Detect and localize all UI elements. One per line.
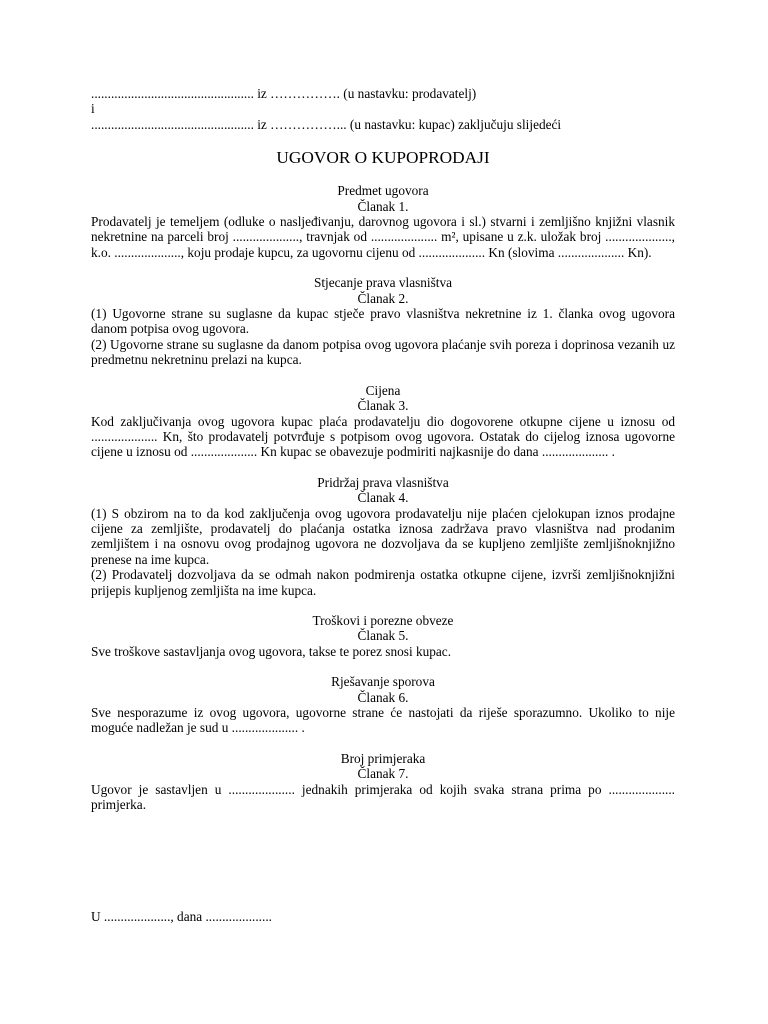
document-title: UGOVOR O KUPOPRODAJI	[276, 148, 490, 168]
article-5	[91, 613, 675, 659]
article-heading: Stjecanje prava vlasništva	[313, 275, 453, 291]
article-3	[91, 383, 675, 460]
article-paragraph: (2) Ugovorne strane su suglasne da danom potpisa ovog ugovora plaćanje svih poreza i doprinosa vezanih uz predmetnu nekretninu prelazi na kupca.	[91, 336, 675, 368]
article-heading: Cijena	[365, 382, 401, 398]
article-heading: Predmet ugovora	[337, 183, 429, 199]
article-paragraph: Prodavatelj je temeljem (odluke o nasljeđivanju, darovnog ugovora i sl.) stvarni i zemljišno knjižni vlasnik nekretnine na parceli broj ...................., travnjak od .................... m², upisane u z.k. uložak broj ...................., k.o. ...................., koju prodaje kupcu, za ugovornu cijenu od .................... Kn (slovima .................... Kn).	[91, 214, 675, 260]
article-heading: Troškovi i porezne obveze	[312, 612, 454, 628]
article-number: Članak 3.	[357, 398, 409, 414]
article-paragraph: Ugovor je sastavljen u .................... jednakih primjeraka od kojih svaka strana prima po .................... primjerka.	[91, 781, 675, 813]
article-heading: Broj primjeraka	[340, 750, 426, 766]
article-6	[91, 674, 675, 736]
and-line: i	[91, 101, 95, 117]
article-1	[91, 183, 675, 260]
article-number: Članak 6.	[357, 689, 409, 705]
article-paragraph: (1) S obzirom na to da kod zaključenja ovog ugovora prodavatelju nije plaćen cjelokupan iznos prodajne cijene za zemljište, prodavatelj do plaćanja ostatka iznosa zadržava pravo vlasništva nad prodanim zemljištem i na osnovu ovog prodajnog ugovora ne dozvoljava da se kupljeno zemljište zemljišnoknjižno prenese na ime kupca.	[91, 505, 675, 567]
place-date-line: U ...................., dana ....................	[91, 909, 272, 924]
article-paragraph: (2) Prodavatelj dozvoljava da se odmah nakon podmirenja ostatka otkupne cijene, izvrši zemljišnoknjižni prijepis kupljenog zemljišta na ime kupca.	[91, 567, 675, 598]
article-number: Članak 5.	[357, 628, 409, 644]
seller-line: ................................................. iz ……………. (u nastavku: prodavatelj)	[91, 86, 477, 101]
article-paragraph: Sve troškove sastavljanja ovog ugovora, takse te porez snosi kupac.	[91, 643, 452, 659]
article-number: Članak 4.	[357, 490, 409, 506]
article-heading: Rješavanje sporova	[331, 674, 435, 690]
article-number: Članak 1.	[357, 198, 409, 214]
article-2	[91, 275, 675, 367]
article-7	[91, 751, 675, 813]
article-paragraph: (1) Ugovorne strane su suglasne da kupac stječe pravo vlasništva nekretnine iz 1. članka ovog ugovora danom potpisa ovog ugovora.	[91, 306, 675, 337]
contract-page	[91, 0, 675, 812]
article-4	[91, 475, 675, 598]
buyer-line: ................................................. iz ……………... (u nastavku: kupac) zaključuju slijedeći	[91, 116, 562, 132]
article-number: Članak 2.	[357, 290, 409, 306]
article-paragraph: Kod zaključivanja ovog ugovora kupac plaća prodavatelju dio dogovorene otkupne cijene u iznosu od .................... Kn, što prodavatelj potvrđuje s potpisom ovog ugovora. Ostatak do cijelog iznosa ugovorne cijene u iznosu od .................... Kn kupac se obavezuje podmiriti najkasnije do dana .................... .	[91, 413, 675, 460]
article-number: Članak 7.	[357, 766, 409, 782]
article-heading: Pridržaj prava vlasništva	[317, 474, 449, 490]
article-paragraph: Sve nesporazume iz ovog ugovora, ugovorne strane će nastojati da riješe sporazumno. Ukoliko to nije moguće nadležan je sud u .................... .	[91, 705, 675, 736]
